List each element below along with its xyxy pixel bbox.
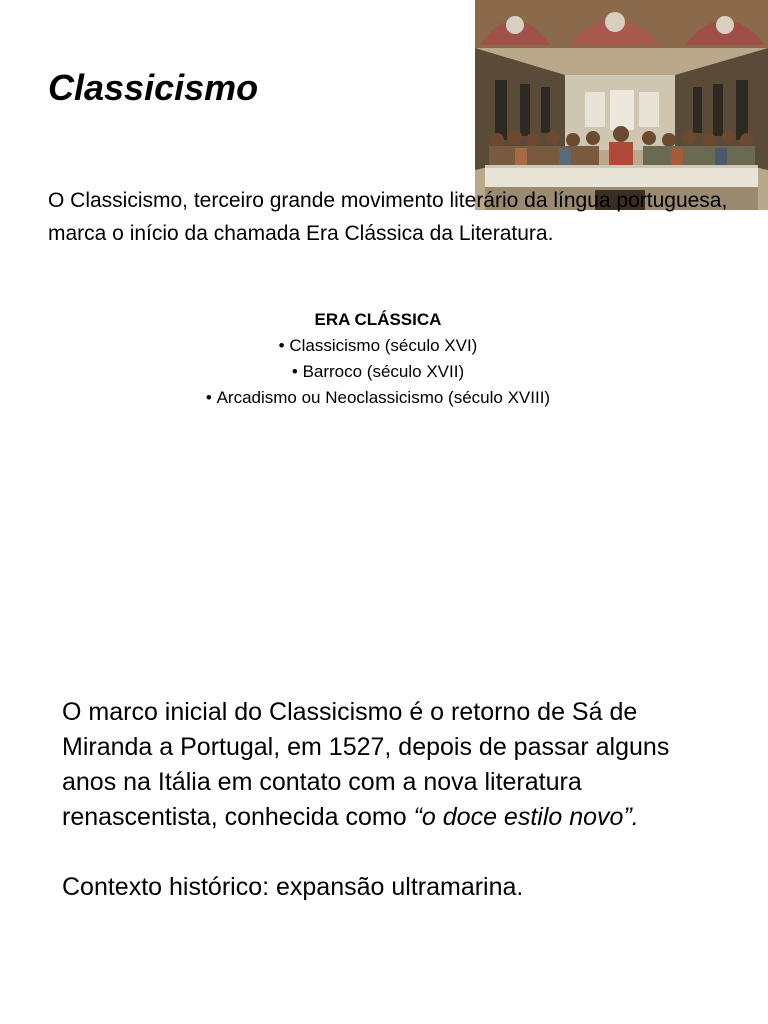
list-item: • Barroco (século XVII) xyxy=(0,359,756,385)
main-paragraph-text: O marco inicial do Classicismo é o retorno de Sá de Miranda a Portugal, em 1527, depois de passar alguns anos na Itália em contato com a nova literatura renascentista, conhecida como xyxy=(62,698,670,831)
page-title: Classicismo xyxy=(48,67,259,108)
main-paragraph xyxy=(62,695,722,835)
intro-paragraph: O Classicismo, terceiro grande movimento literário da língua portuguesa, marca o início da chamada Era Clássica da Literatura. xyxy=(48,189,728,245)
era-classica-section xyxy=(0,307,756,411)
era-list xyxy=(0,333,756,411)
list-item: • Arcadismo ou Neoclassicismo (século XVIII) xyxy=(0,385,756,411)
quote-text: “o doce estilo novo”. xyxy=(413,803,639,831)
list-item: • Classicismo (século XVI) xyxy=(0,333,756,359)
last-supper-painting xyxy=(475,0,768,210)
body-text-block xyxy=(62,695,722,905)
era-heading: ERA CLÁSSICA xyxy=(314,310,442,329)
context-paragraph: Contexto histórico: expansão ultramarina. xyxy=(62,873,524,901)
